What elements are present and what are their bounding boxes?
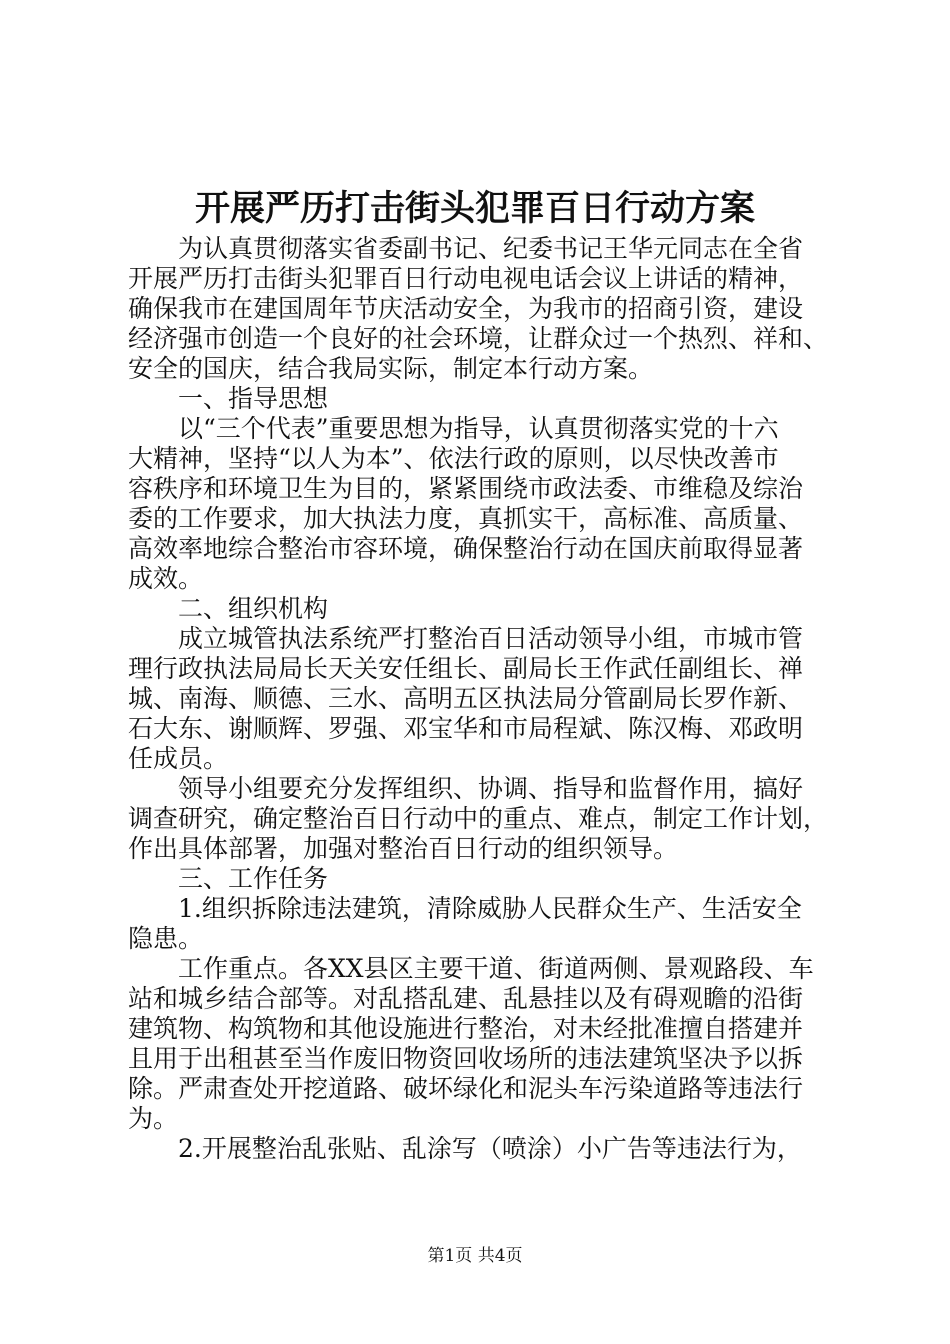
text-line: 成效。 [128, 564, 204, 593]
text-line: 建筑物、构筑物和其他设施进行整治，对未经批准擅自搭建并 [128, 1014, 804, 1043]
text-line: 安全的国庆，结合我局实际，制定本行动方案。 [128, 354, 654, 383]
page-footer: 第1页 共4页 [427, 1246, 523, 1266]
text-line: 经济强市创造一个良好的社会环境，让群众过一个热烈、祥和、 [128, 324, 829, 353]
text-line: 工作重点。各XX县区主要干道、街道两侧、景观路段、车 [128, 954, 814, 983]
document-title: 开展严历打击街头犯罪百日行动方案 [194, 188, 755, 229]
text-line: 为。 [128, 1104, 179, 1133]
text-line: 开展严历打击街头犯罪百日行动电视电话会议上讲话的精神， [128, 264, 804, 293]
text-line: 委的工作要求，加大执法力度，真抓实干，高标准、高质量、 [128, 504, 804, 533]
text-line: 1.组织拆除违法建筑，清除威胁人民群众生产、生活安全 [128, 894, 802, 923]
text-line: 调查研究，确定整治百日行动中的重点、难点，制定工作计划， [128, 804, 829, 833]
text-line: 隐患。 [128, 924, 204, 953]
text-line: 城、南海、顺德、三水、高明五区执法局分管副局长罗作新、 [128, 684, 804, 713]
document-body [128, 234, 832, 1164]
text-line: 除。严肃查处开挖道路、破坏绿化和泥头车污染道路等违法行 [128, 1074, 804, 1103]
text-line: 容秩序和环境卫生为目的，紧紧围绕市政法委、市维稳及综治 [128, 474, 804, 503]
text-line: 一、指导思想 [128, 384, 329, 413]
text-line: 大精神，坚持“以人为本”、依法行政的原则，以尽快改善市 [128, 444, 779, 473]
text-line: 以“三个代表”重要思想为指导，认真贯彻落实党的十六 [128, 414, 779, 443]
text-line: 且用于出租甚至当作废旧物资回收场所的违法建筑坚决予以拆 [128, 1044, 804, 1073]
text-line: 领导小组要充分发挥组织、协调、指导和监督作用，搞好 [128, 774, 804, 803]
text-line: 确保我市在建国周年节庆活动安全，为我市的招商引资，建设 [128, 294, 804, 323]
text-line: 成立城管执法系统严打整治百日活动领导小组，市城市管 [128, 624, 804, 653]
text-line: 理行政执法局局长天关安任组长、副局长王作武任副组长、禅 [128, 654, 804, 683]
text-line: 站和城乡结合部等。对乱搭乱建、乱悬挂以及有碍观瞻的沿街 [128, 984, 804, 1013]
text-line: 为认真贯彻落实省委副书记、纪委书记王华元同志在全省 [128, 234, 804, 263]
text-line: 三、工作任务 [128, 864, 329, 893]
text-line: 高效率地综合整治市容环境，确保整治行动在国庆前取得显著 [128, 534, 804, 563]
text-line: 二、组织机构 [128, 594, 329, 623]
text-line: 任成员。 [128, 744, 229, 773]
text-line: 作出具体部署，加强对整治百日行动的组织领导。 [128, 834, 679, 863]
text-line: 2.开展整治乱张贴、乱涂写（喷涂）小广告等违法行为， [128, 1134, 802, 1163]
text-line: 石大东、谢顺辉、罗强、邓宝华和市局程斌、陈汉梅、邓政明 [128, 714, 804, 743]
